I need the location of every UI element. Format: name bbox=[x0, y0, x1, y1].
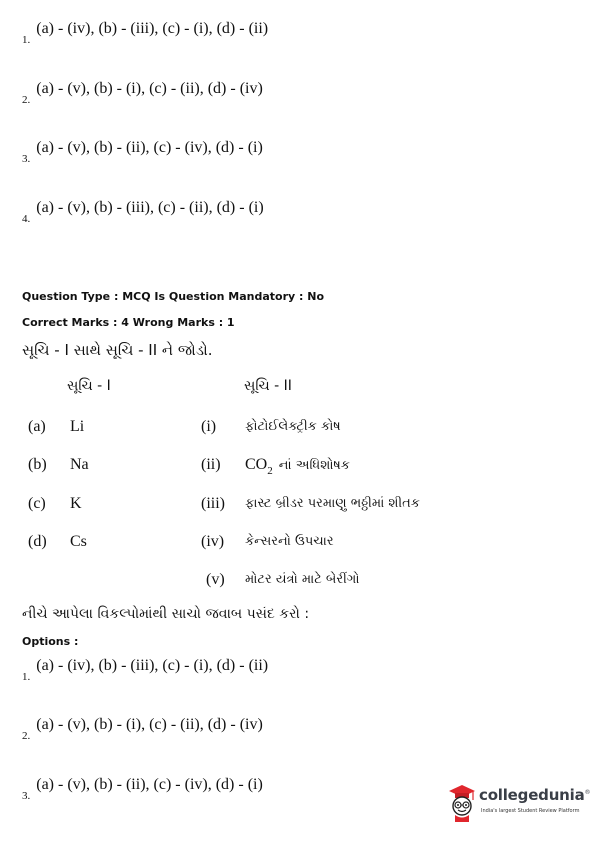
list1-value: Li bbox=[70, 418, 85, 435]
option-number: 3. bbox=[22, 153, 31, 165]
marks-line: Correct Marks : 4 Wrong Marks : 1 bbox=[22, 316, 235, 329]
list2-value: મોટર યંત્રો માટે બેરીંગો bbox=[245, 572, 360, 587]
option-2[interactable] bbox=[22, 716, 263, 742]
option-1[interactable] bbox=[22, 657, 269, 683]
option-number: 3. bbox=[22, 790, 31, 802]
list2-value: ફોટોઈલેક્ટ્રીક કોષ bbox=[245, 419, 341, 434]
options-label: Options : bbox=[22, 635, 79, 648]
list1-value: Cs bbox=[70, 533, 87, 550]
option-number: 2. bbox=[22, 94, 31, 106]
formula: CO bbox=[245, 456, 268, 473]
instruction: નીચે આપેલા વિકલ્પોમાંથી સાચો જવાબ પસંદ કરો : bbox=[22, 606, 310, 622]
option-4[interactable] bbox=[22, 199, 264, 225]
collegedunia-logo[interactable] bbox=[447, 780, 591, 828]
option-text: (a) - (v), (b) - (i), (c) - (ii), (d) - (iv) bbox=[36, 716, 263, 733]
question-type-line: Question Type : MCQ Is Question Mandatory : No bbox=[22, 290, 325, 303]
list2-header: સૂચિ - II bbox=[244, 378, 292, 394]
list1-value: Na bbox=[70, 456, 89, 473]
list2-label: (v) bbox=[206, 571, 225, 588]
list2-label: (i) bbox=[201, 418, 217, 435]
option-number: 4. bbox=[22, 213, 31, 225]
list1-label: (d) bbox=[28, 533, 47, 550]
list2-label: (ii) bbox=[201, 456, 221, 473]
logo-wordmark bbox=[479, 786, 590, 804]
logo-registered: ® bbox=[584, 789, 591, 796]
option-text: (a) - (iv), (b) - (iii), (c) - (i), (d) - (ii) bbox=[36, 20, 269, 37]
option-3[interactable] bbox=[22, 776, 263, 802]
list1-header: સૂચિ - I bbox=[67, 378, 111, 394]
list2-label: (iii) bbox=[201, 495, 225, 512]
list1-label: (c) bbox=[28, 495, 46, 512]
list1-label: (b) bbox=[28, 456, 47, 473]
logo-name: collegedunia bbox=[479, 786, 585, 804]
option-number: 1. bbox=[22, 34, 31, 46]
option-1[interactable] bbox=[22, 20, 269, 46]
list2-label: (iv) bbox=[201, 533, 225, 550]
option-text: (a) - (v), (b) - (i), (c) - (ii), (d) - (iv) bbox=[36, 80, 263, 97]
list1-value: K bbox=[70, 495, 82, 512]
option-text: (a) - (v), (b) - (iii), (c) - (ii), (d) - (i) bbox=[36, 199, 264, 216]
option-number: 2. bbox=[22, 730, 31, 742]
option-number: 1. bbox=[22, 671, 31, 683]
logo-tagline: India's largest Student Review Platform bbox=[481, 808, 580, 814]
list2-value bbox=[245, 456, 350, 477]
formula-subscript: 2 bbox=[267, 465, 273, 477]
graduate-mascot-icon bbox=[447, 782, 477, 822]
list2-value-text: નાં અધિશોષક bbox=[278, 458, 350, 473]
option-text: (a) - (iv), (b) - (iii), (c) - (i), (d) - (ii) bbox=[36, 657, 269, 674]
question-prompt: સૂચિ - I સાથે સૂચિ - II ને જોડો. bbox=[22, 341, 213, 359]
option-2[interactable] bbox=[22, 80, 263, 106]
option-text: (a) - (v), (b) - (ii), (c) - (iv), (d) - (i) bbox=[36, 139, 263, 156]
list2-value: ફાસ્ટ બ્રીડર પરમાણુ ભઠ્ઠીમાં શીતક bbox=[245, 496, 420, 511]
option-3[interactable] bbox=[22, 139, 263, 165]
list1-label: (a) bbox=[28, 418, 46, 435]
list2-value: કેન્સરનો ઉપચાર bbox=[245, 534, 334, 549]
option-text: (a) - (v), (b) - (ii), (c) - (iv), (d) - (i) bbox=[36, 776, 263, 793]
